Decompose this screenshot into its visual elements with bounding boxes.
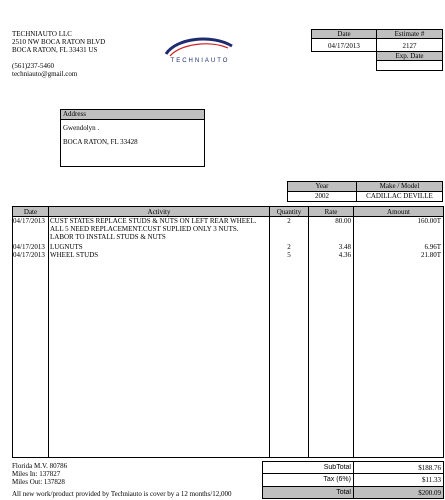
header-date: Date [23,208,38,216]
estimate-number-label: Estimate # [376,29,443,39]
address-label: Address [61,110,204,120]
techniauto-logo [160,32,240,68]
row3-quantity: 5 [287,251,291,259]
header-activity: Activity [147,208,171,216]
year-value: 2002 [287,191,357,202]
make-model-label: Make / Model [356,181,443,192]
row1-activity-line2: ALL 5 NEED REPLACEMENT.CUST SUPLIED ONLY 3 NUTS. [50,225,239,233]
header-quantity: Quantity [276,208,302,216]
miles-in-note: Miles In: 137827 [12,470,61,478]
row3-rate: 4.36 [338,251,351,259]
total-value: $200.09 [418,489,441,497]
date-label: Date [311,29,377,39]
tax-value: $11.33 [422,476,441,484]
logo-text: TECHNIAUTO [170,58,230,64]
row2-rate: 3.48 [338,243,351,251]
address-line1: Gwendolyn . [63,124,100,132]
row1-date: 04/17/2013 [13,217,45,225]
year-label: Year [287,181,357,192]
row1-rate: 80.00 [335,217,351,225]
row1-amount: 160.00T [417,217,441,225]
company-phone: (561)237-5460 [12,62,54,70]
header-rate: Rate [324,208,338,216]
warranty-note: All new work/product provided by Techniauto is cover by a 12 months/12,000 [12,490,232,498]
company-email: techniauto@gmail.com [12,70,78,78]
row2-amount: 6.96T [424,243,441,251]
row3-amount: 21.80T [420,251,441,259]
company-info [12,30,105,78]
address-line2: BOCA RATON, FL 33428 [63,138,138,146]
company-address-line2: BOCA RATON, FL 33431 US [12,46,98,54]
company-address-line1: 2510 NW BOCA RATON BLVD [12,38,106,46]
vehicle-box [287,181,443,203]
company-name: TECHNIAUTO LLC [12,30,72,38]
row3-date: 04/17/2013 [13,251,45,259]
total-label: Total [336,489,351,496]
totals-column-divider [353,462,354,498]
tax-label: Tax (6%) [323,476,351,483]
exp-date-value [376,60,443,71]
florida-mv-note: Florida M.V. 80786 [12,462,68,470]
row2-date: 04/17/2013 [13,243,45,251]
row2-quantity: 2 [287,243,291,251]
header-amount: Amount [387,208,410,216]
estimate-info-box [311,29,443,64]
row3-activity: WHEEL STUDS [50,251,99,259]
line-items-table [12,206,444,458]
miles-out-note: Miles Out: 137828 [12,478,65,486]
row1-activity-line3: LABOR TO INSTALL STUDS & NUTS [50,233,166,241]
exp-date-label: Exp. Date [376,51,443,61]
totals-box [262,461,444,499]
footer-notes [12,462,67,486]
estimate-number-value: 2127 [376,38,443,52]
column-divider [48,207,49,457]
make-model-value: CADILLAC DEVILLE [356,191,443,202]
subtotal-value: $188.76 [418,464,441,472]
row1-quantity: 2 [287,217,291,225]
row2-activity: LUGNUTS [50,243,83,251]
date-value: 04/17/2013 [311,38,377,52]
row1-activity-line1: CUST STATES REPLACE STUDS & NUTS ON LEFT REAR WHEEL. [50,217,257,225]
subtotal-label: SubTotal [323,464,351,471]
address-box [60,109,205,167]
